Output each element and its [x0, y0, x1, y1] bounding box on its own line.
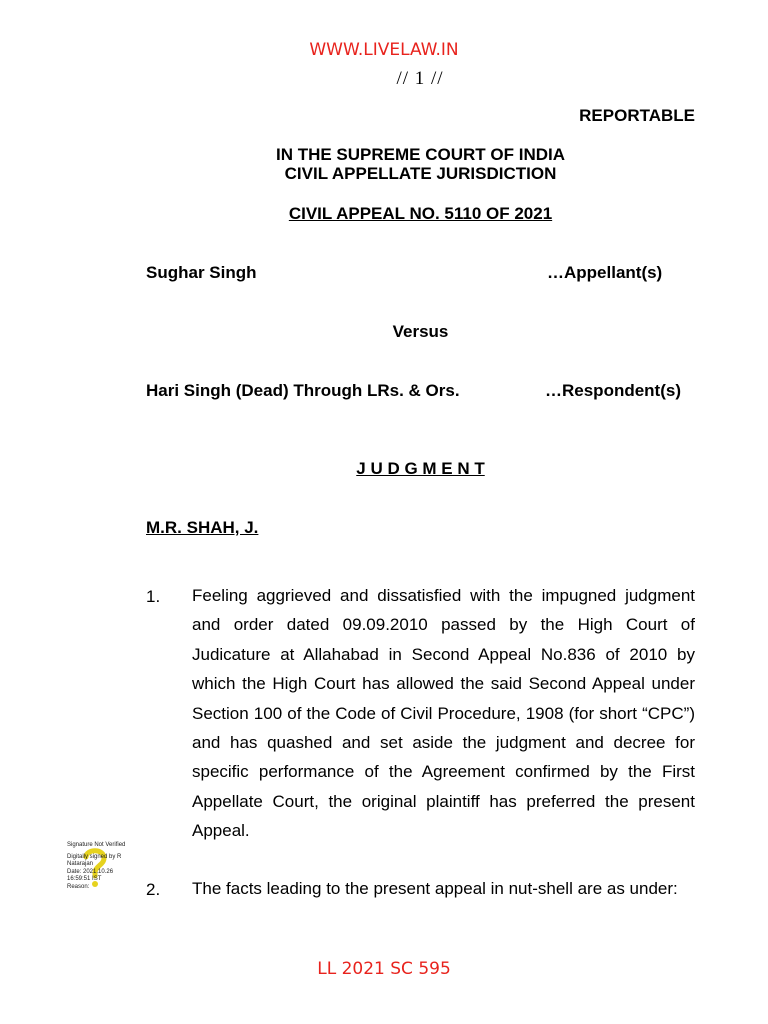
- appellant-role: …Appellant(s): [547, 263, 663, 282]
- paragraph-number: 2.: [146, 880, 161, 899]
- watermark-header: WWW.LIVELAW.IN: [309, 40, 459, 60]
- digital-signature: [67, 842, 137, 892]
- citation-footer: LL 2021 SC 595: [317, 959, 451, 979]
- paragraph-text: The facts leading to the present appeal in nut-shell are as under:: [192, 879, 678, 898]
- respondent-name: Hari Singh (Dead) Through LRs. & Ors.: [146, 381, 460, 400]
- signature-line: Natarajan: [67, 861, 94, 868]
- page-number: // 1 //: [396, 68, 444, 89]
- respondent-role: …Respondent(s): [545, 381, 681, 400]
- signature-status: Signature Not Verified: [67, 842, 126, 848]
- judgment-heading: [146, 459, 695, 479]
- signature-line: Reason:: [67, 883, 90, 890]
- paragraph-text: Feeling aggrieved and dissatisfied with the impugned judgment and order dated 09.09.2010 passed by the High Court of Judicature at Allahabad in Second Appeal No.836 of 2010 by which the High Court has allowed the said Second Appeal under Section 100 of the Code of Civil Procedure, 1908 (for short “CPC”) and has quashed and set aside the judgment and decree for specific performance of the Agreement confirmed by the First Appellate Court, the original plaintiff has preferred the present Appeal.: [192, 586, 695, 841]
- court-name: IN THE SUPREME COURT OF INDIA: [275, 145, 565, 164]
- case-number: [146, 204, 695, 224]
- signature-line: 16:59:51 IST: [67, 876, 102, 883]
- case-number-text: CIVIL APPEAL NO. 5110 OF 2021: [288, 204, 553, 223]
- jurisdiction: CIVIL APPELLATE JURISDICTION: [284, 164, 557, 183]
- judgment-heading-text: J U D G M E N T: [356, 459, 485, 478]
- judge-name: M.R. SHAH, J.: [146, 518, 259, 537]
- paragraph-number: 1.: [146, 587, 161, 606]
- appellant-name: Sughar Singh: [146, 263, 257, 282]
- signature-line: Date: 2021.10.26: [67, 868, 114, 875]
- signature-line: Digitally signed by R: [67, 853, 122, 860]
- reportable-label: REPORTABLE: [579, 106, 695, 125]
- versus-label: Versus: [392, 322, 449, 341]
